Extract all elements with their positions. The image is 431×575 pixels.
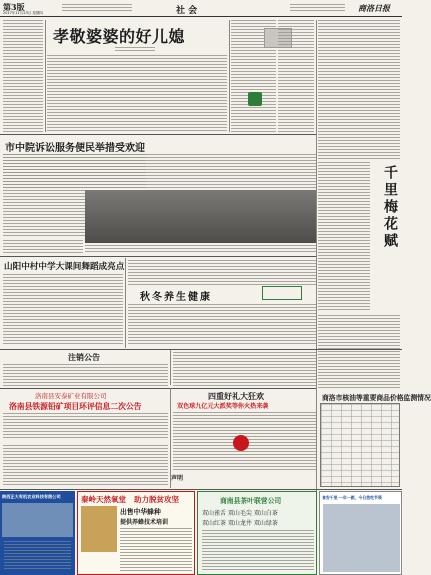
ad-honey-photo (81, 506, 117, 552)
column-text (3, 20, 43, 132)
notice-body (3, 364, 168, 386)
paper-name: 商洛日报 (358, 3, 390, 13)
ad-tea-line2: 双山红茶 双山龙井 双山绿茶 (202, 520, 278, 527)
bidding-headline-line2: 洛南县铁源铅矿项目环评信息二次公告 (9, 402, 142, 411)
school-exercise-photo (85, 190, 316, 243)
column-text (173, 352, 316, 386)
ad-honey-slogan: 助力脱贫攻坚 (134, 495, 179, 504)
lead-article (47, 20, 227, 132)
ad-honey (77, 491, 195, 575)
notice-headline: 注销公告 (68, 352, 100, 362)
masthead-editors (290, 4, 345, 11)
ad-honey-sub1: 出售中华蜂种 (120, 508, 161, 516)
date-line: 2017年11月23日 星期四 (3, 11, 43, 15)
ad-honey-brand: 秦岭天然氧堂 (81, 495, 126, 504)
ad-tea (197, 491, 317, 575)
column-text (318, 315, 400, 390)
lead-body (47, 55, 227, 132)
ad-zhengda (0, 491, 75, 575)
school-headline: 山阳中村中学大课间舞蹈成亮点 (4, 262, 125, 272)
ad-honey-text (120, 528, 192, 572)
ad-tea-line1: 双山雀舌 双山毛尖 双山白茶 (202, 510, 278, 517)
school-body (3, 274, 123, 346)
lottery-promo (173, 391, 316, 487)
column-text (318, 20, 400, 160)
column-text (278, 20, 314, 132)
ad-food-safety-banner: 食安千里·一年一跟，今日您吃节筷 (322, 495, 382, 500)
masthead (0, 0, 402, 17)
health-body (128, 304, 316, 346)
ad-food-safety (319, 491, 402, 575)
bidding-headline-line1: 洛南县安泰矿业有限公司 (35, 392, 107, 400)
promo-headline-line1: 四重好礼大狂欢 (208, 391, 264, 401)
section-title: 社 会 (176, 6, 198, 16)
page-number: 第3版 (3, 2, 25, 12)
ad-tea-brand: 商南县茶叶联营公司 (220, 497, 282, 505)
ad-zhengda-company: 陕西正大有机农业科技有限公司 (2, 494, 61, 499)
ad-honey-sub2: 提供养蜂技术培训 (120, 519, 169, 526)
bidding-body (3, 413, 168, 439)
statement-label: 声明 (171, 475, 184, 482)
lottery-logo (233, 435, 249, 451)
ad-tea-text (202, 530, 314, 572)
bidding-notice (3, 391, 168, 441)
ad-zhengda-text (4, 541, 71, 571)
promo-headline-line2: 双色球九亿元大派奖等你火热来袭 (177, 403, 269, 410)
price-table-title: 商洛市核油等重要商品价格监测情况 (322, 394, 431, 402)
column-text (3, 240, 83, 254)
column-text (318, 162, 370, 312)
masthead-info (62, 4, 132, 12)
court-body (3, 154, 316, 190)
health-headline: 秋冬养生健康 (140, 292, 212, 303)
ad-zhengda-photo (2, 503, 73, 537)
column-text (3, 445, 168, 485)
column-logo (248, 92, 262, 106)
lead-byline (115, 47, 155, 51)
poetry-vertical-title: 千里梅花赋 (382, 165, 398, 250)
photo-caption (85, 245, 316, 253)
court-headline: 市中院诉讼服务便民举措受欢迎 (5, 143, 145, 154)
health-logo (262, 286, 302, 300)
lead-headline: 孝敬婆婆的好儿媳 (53, 27, 186, 46)
price-table (320, 403, 400, 487)
ad-food-safety-photo (323, 504, 400, 572)
column-text (128, 260, 316, 285)
